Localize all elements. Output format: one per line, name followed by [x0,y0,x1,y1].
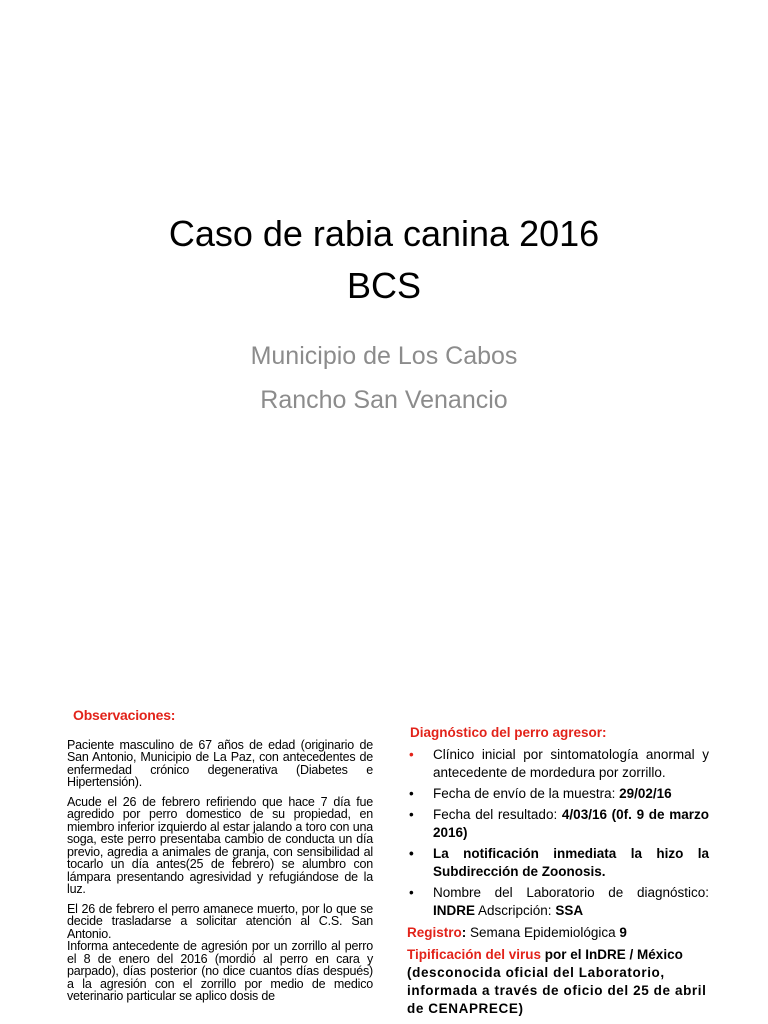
adscripcion-value: SSA [555,903,584,918]
diagnostico-heading: Diagnóstico del perro agresor: [410,725,607,740]
subtitle-line-2: Rancho San Venancio [260,386,508,414]
slide-title [0,208,768,312]
bullet-icon: • [409,786,414,801]
adscripcion-label: Adscripción: [478,903,552,918]
list-item [407,746,709,782]
title-line-2: BCS [346,265,422,306]
bullet-icon: • [409,807,414,822]
list-item [407,845,709,881]
diagnostico-clinico: Clínico inicial por sintomatología anormal y antecedente de mordedura por zorrillo. [433,747,709,780]
fecha-resultado-value: 4/03/16 (0f. 9 de marzo 2016) [433,807,709,840]
diagnostico-list [407,746,709,920]
registro-colon: : [461,925,467,940]
registro-label: Registro [407,925,462,940]
fecha-resultado-label: Fecha del resultado: [433,807,558,822]
fecha-envio-label: Fecha de envío de la muestra: [433,786,616,801]
bullet-icon: • [409,885,414,900]
observaciones-paragraph-1: Paciente masculino de 67 años de edad (originario de San Antonio, Municipio de La Paz, con antecedentes de enfermedad crónico degenerativa (Diabetes e Hipertensión). [67,737,373,789]
notificacion-text: La notificación inmediata la hizo la Subdirección de Zoonosis. [433,846,709,879]
tipificacion-label: Tipificación del virus [407,947,542,962]
tipificacion-rest: por el InDRE / México [541,947,683,962]
diagnostico-column [407,686,709,1018]
observaciones-p2-rest: en miembro inferior izquierdo al estar jalando a toro con una soga, este perro presentaba cambio de conducta un día previo, agredia a animales de granja, con sensibilidad al tocarlo un día antes(25 de febrero) se alumbro con lámpara presentando agresividad y refugiándose de la luz. [67,807,374,896]
observaciones-paragraph-3: El 26 de febrero el perro amanece muerto, por lo que se decide trasladarse a solicitar atención al C.S. San Antonio. [67,901,373,941]
observaciones-paragraph-4: Informa antecedente de agresión por un zorrillo al perro el 8 de enero del 2016 (mordió al perro en cara y parpado), días posterior (no dice cuantos días después) a la agresión con el zorrillo por medio de medico veterinario particular se aplico dosis de [67,939,373,1003]
laboratorio-value: INDRE [433,903,476,918]
registro-row [407,924,709,942]
fecha-envio-value: 29/02/16 [619,786,672,801]
bullet-icon: • [409,747,414,762]
content-slide [0,686,768,1024]
list-item [407,806,709,842]
observaciones-paragraph-2 [67,796,373,896]
tipificacion-row [407,946,709,964]
title-line-1: Caso de rabia canina 2016 [168,213,600,254]
tipificacion-detail: (desconocida oficial del Laboratorio, informada a través de oficio del 25 de abril de CENAPRECE) [407,965,707,1016]
subtitle-line-1: Municipio de Los Cabos [250,342,518,370]
registro-week: 9 [619,925,627,940]
registro-text: Semana Epidemiológica [466,925,620,940]
bullet-icon: • [409,846,414,861]
observaciones-column [67,686,373,1010]
laboratorio-label: Nombre del Laboratorio de diagnóstico: [433,885,709,900]
observaciones-p2-lead: Acude el 26 de febrero refiriendo que hace 7 día fue agredido por perro domestico de su propiedad, [67,794,373,821]
list-item [407,884,709,920]
slide-subtitle [0,334,768,422]
list-item [407,785,709,803]
observaciones-heading: Observaciones: [73,707,176,723]
